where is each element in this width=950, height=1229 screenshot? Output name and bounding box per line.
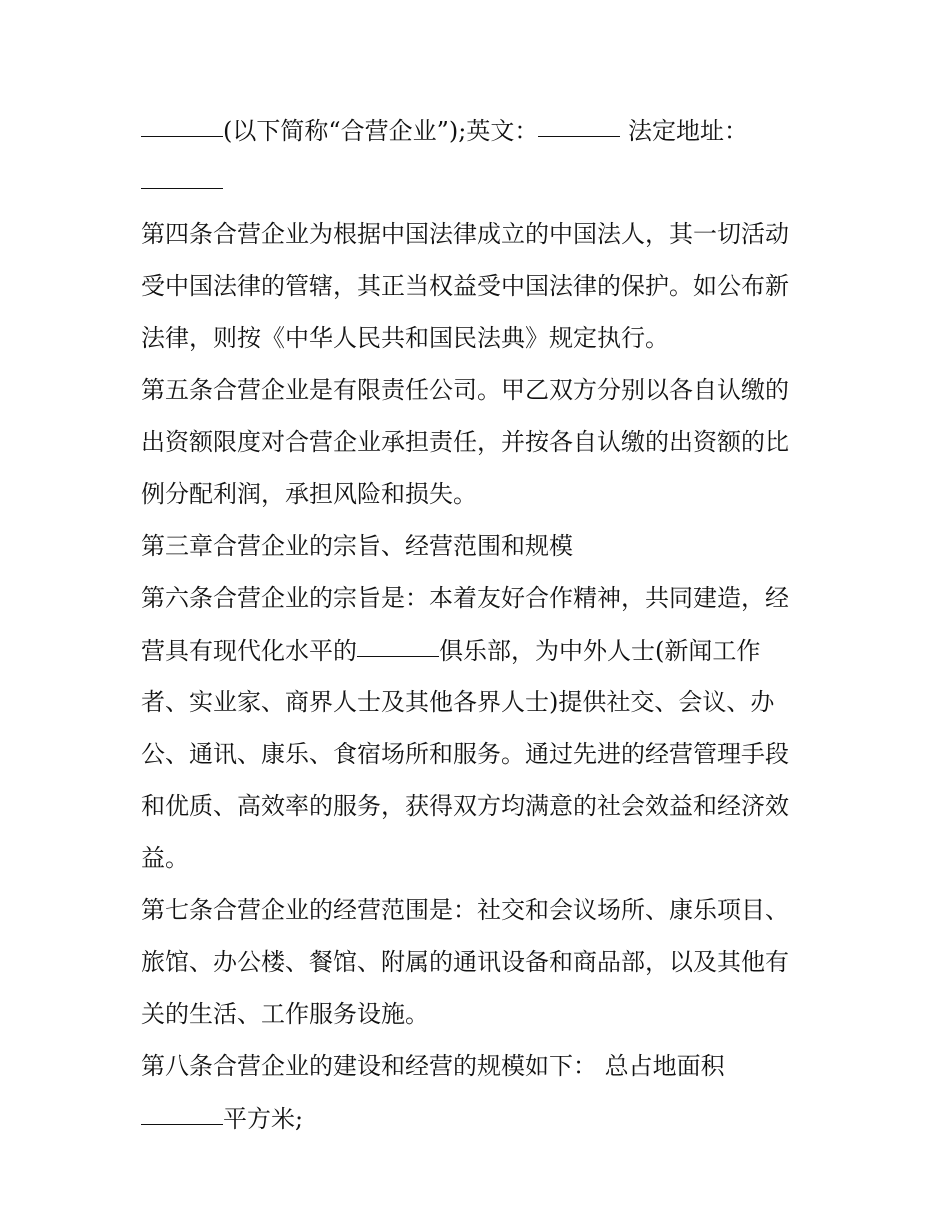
line-text: 营具有现代化水平的: [141, 637, 357, 665]
text-line: [141, 630, 821, 682]
text-line: 旅馆、办公楼、餐馆、附属的通讯设备和商品部，以及其他有: [141, 948, 789, 976]
text-line: [141, 110, 821, 162]
text-line: 受中国法律的管辖，其正当权益受中国法律的保护。如公布新: [141, 272, 789, 300]
text-line: 法律，则按《中华人民共和国民法典》规定执行。: [141, 324, 669, 352]
line-text: 俱乐部，为中外人士(新闻工作: [439, 637, 761, 665]
line-text: 法定地址：: [620, 117, 748, 145]
text-line: 第五条合营企业是有限责任公司。甲乙双方分别以各自认缴的: [141, 376, 789, 404]
text-line: 公、通讯、康乐、食宿场所和服务。通过先进的经营管理手段: [141, 740, 789, 768]
fill-in-blank: [141, 160, 223, 189]
text-line: 者、实业家、商界人士及其他各界人士)提供社交、会议、办: [141, 688, 775, 716]
document-body: [141, 110, 821, 1150]
fill-in-blank: [357, 628, 439, 657]
text-line: 第七条合营企业的经营范围是：社交和会议场所、康乐项目、: [141, 896, 789, 924]
fill-in-blank: [141, 108, 223, 137]
text-line: 益。: [141, 844, 189, 872]
text-line: 例分配利润，承担风险和损失。: [141, 480, 477, 508]
line-text: (以下简称“合营企业”);英文：: [223, 117, 539, 145]
line-text: 平方米;: [223, 1105, 304, 1133]
text-line: 出资额限度对合营企业承担责任，并按各自认缴的出资额的比: [141, 428, 789, 456]
text-line: 第六条合营企业的宗旨是：本着友好合作精神，共同建造，经: [141, 584, 789, 612]
text-line: 和优质、高效率的服务，获得双方均满意的社会效益和经济效: [141, 792, 789, 820]
text-line: [141, 1098, 821, 1150]
fill-in-blank: [141, 1096, 223, 1125]
fill-in-blank: [538, 108, 620, 137]
chapter-heading: 第三章合营企业的宗旨、经营范围和规模: [141, 532, 573, 560]
text-line: 第八条合营企业的建设和经营的规模如下： 总占地面积: [141, 1052, 725, 1080]
text-line: 第四条合营企业为根据中国法律成立的中国法人，其一切活动: [141, 220, 789, 248]
text-line: 关的生活、工作服务设施。: [141, 1000, 429, 1028]
text-line: [141, 162, 821, 214]
